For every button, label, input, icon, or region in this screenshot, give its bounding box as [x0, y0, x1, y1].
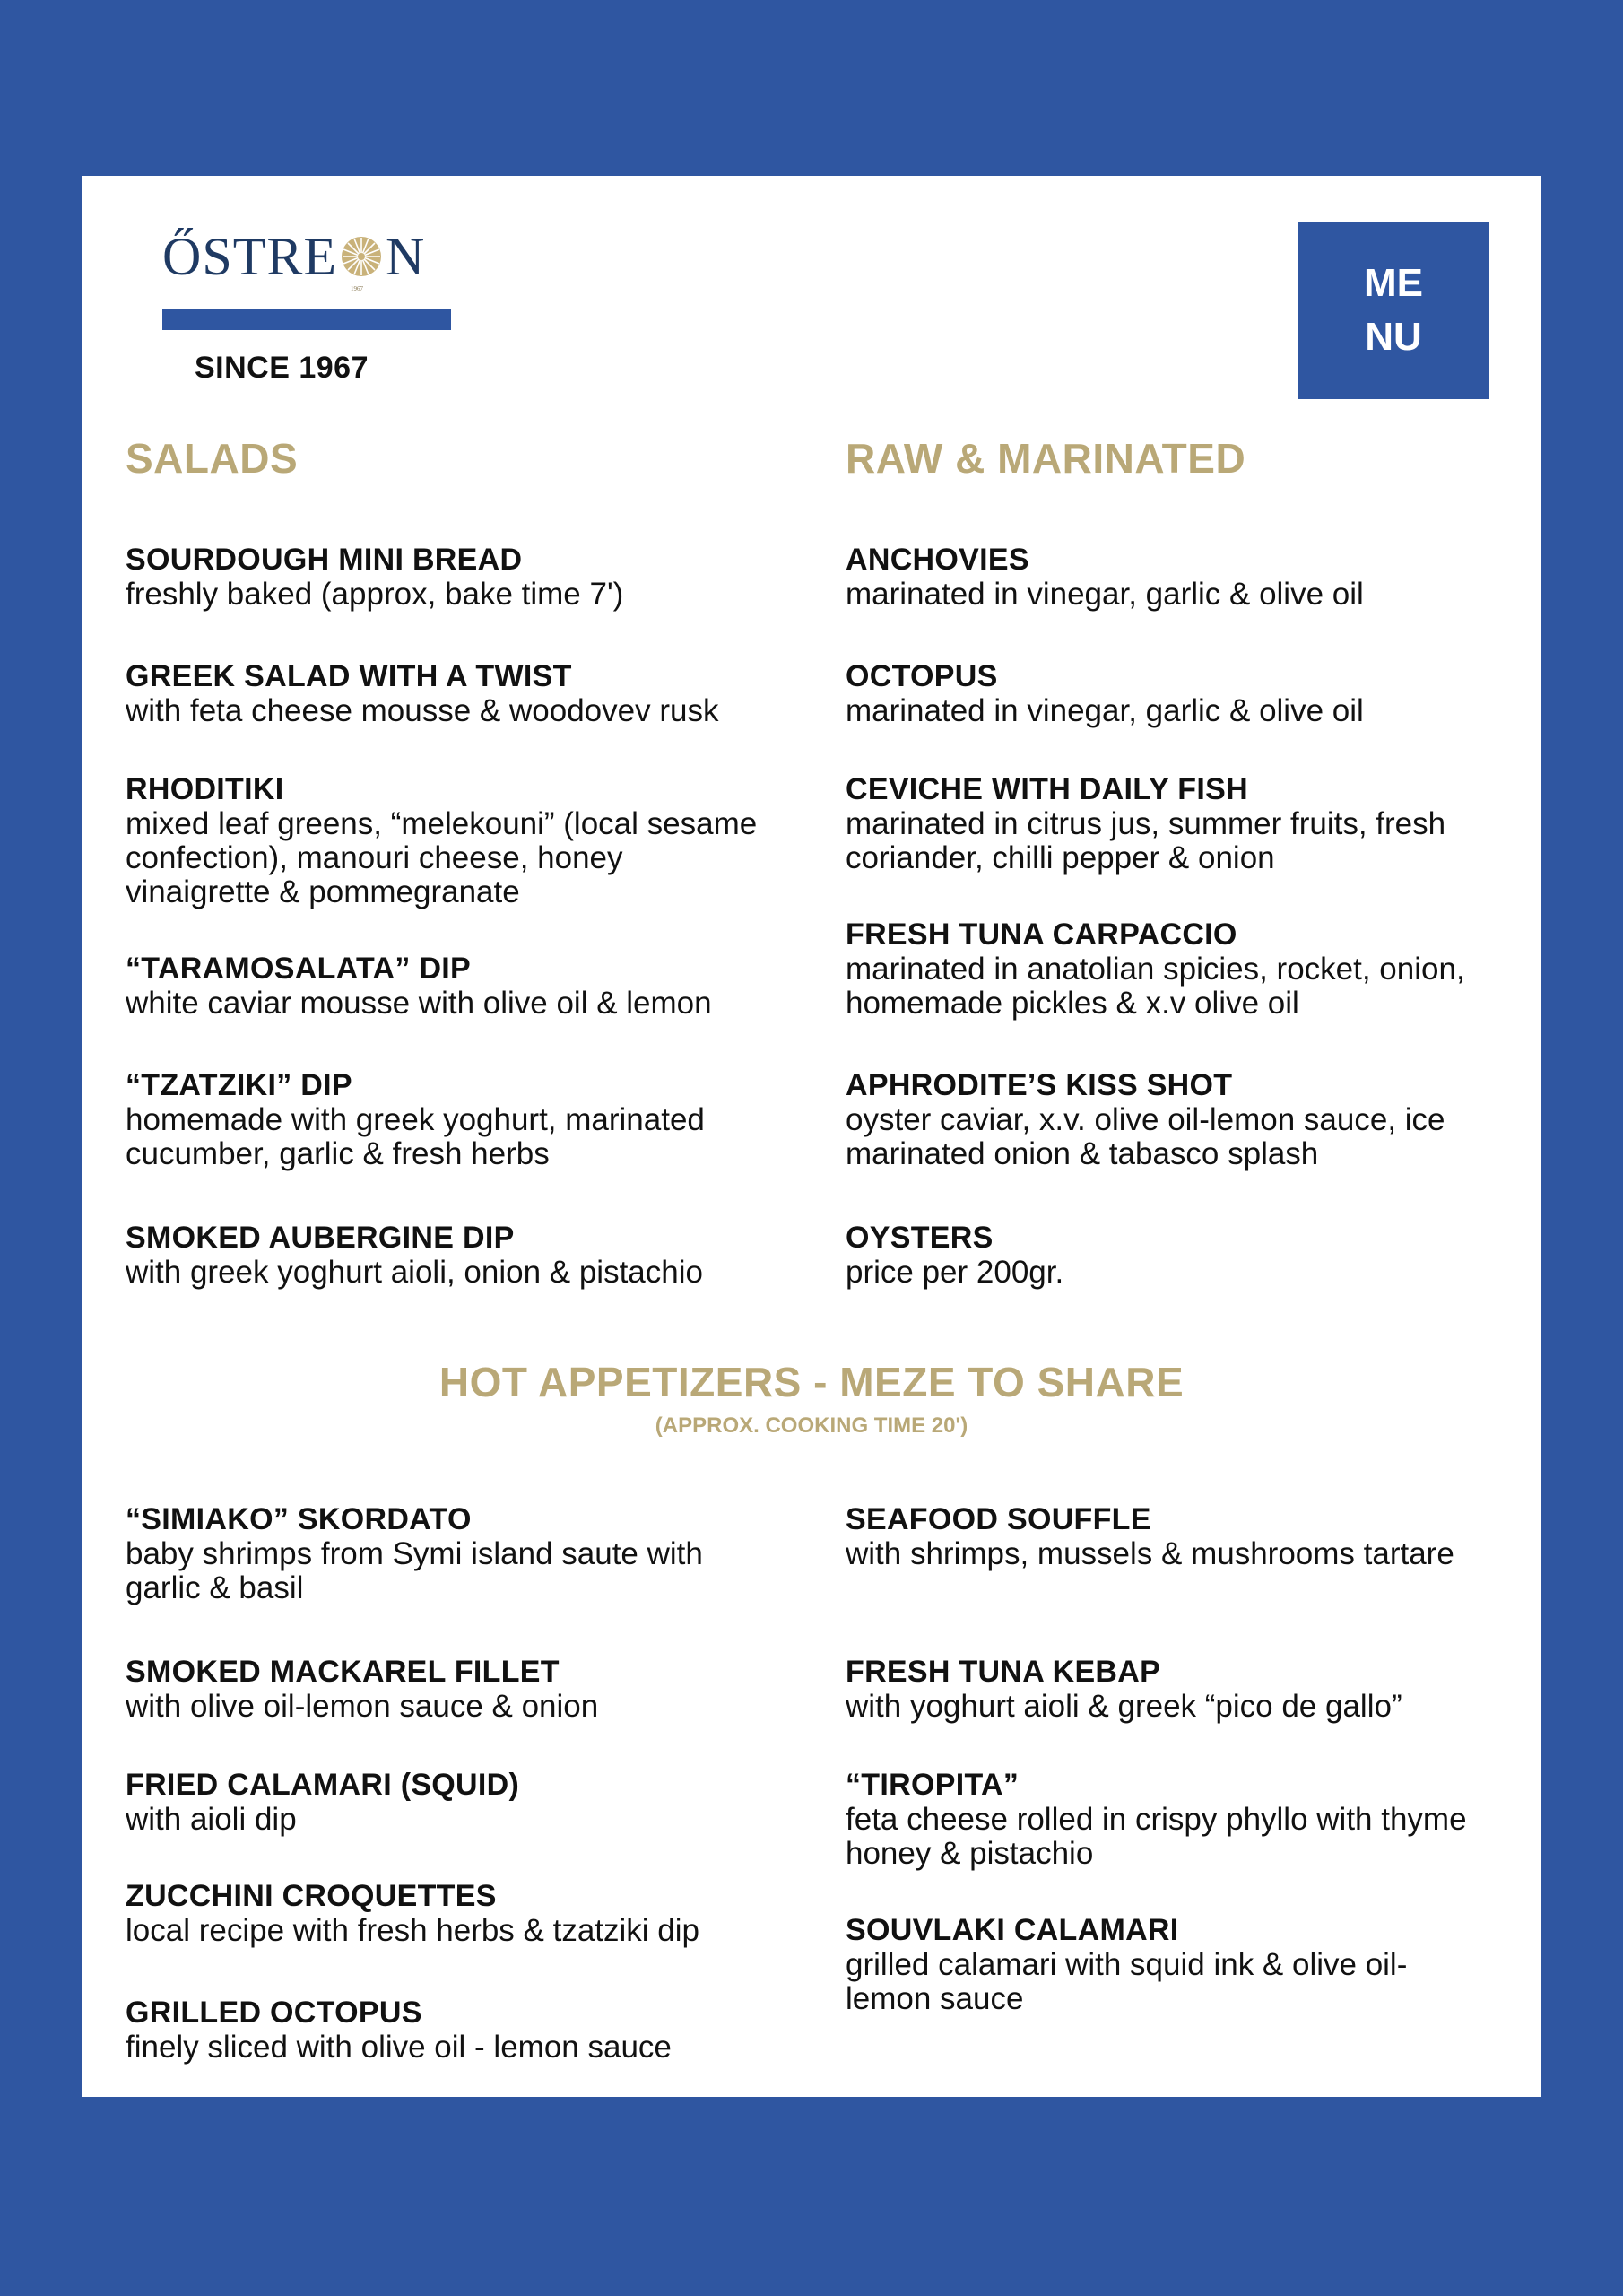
- item-description: local recipe with fresh herbs & tzatziki dip: [126, 1913, 699, 1948]
- menu-item: [126, 771, 771, 909]
- logo: [162, 227, 426, 292]
- item-name: RHODITIKI: [126, 772, 284, 806]
- item-description: baby shrimps from Symi island saute with garlic & basil: [126, 1536, 703, 1605]
- menu-item: [846, 771, 1491, 875]
- item-name: SOURDOUGH MINI BREAD: [126, 543, 523, 577]
- item-name: “TZATZIKI” DIP: [126, 1068, 352, 1102]
- menu-badge-line2: NU: [1365, 315, 1422, 359]
- item-description: feta cheese rolled in crispy phyllo with thyme honey & pistachio: [846, 1802, 1467, 1871]
- item-name: ZUCCHINI CROQUETTES: [126, 1879, 497, 1913]
- item-name: APHRODITE’S KISS SHOT: [846, 1068, 1233, 1102]
- item-description: homemade with greek yoghurt, marinated cucumber, garlic & fresh herbs: [126, 1102, 705, 1171]
- raw-marinated-title: RAW & MARINATED: [846, 435, 1246, 482]
- menu-item: [846, 1912, 1491, 2016]
- menu-item: [126, 1220, 771, 1290]
- item-description: mixed leaf greens, “melekouni” (local sesame confection), manouri cheese, honey vinaigrette & pommegranate: [126, 806, 758, 909]
- item-description: with greek yoghurt aioli, onion & pistachio: [126, 1255, 703, 1290]
- menu-page: [82, 176, 1541, 2097]
- menu-item: [846, 658, 1491, 728]
- item-description: marinated in vinegar, garlic & olive oil: [846, 577, 1364, 612]
- menu-item: [846, 1767, 1491, 1871]
- item-name: FRIED CALAMARI (SQUID): [126, 1768, 520, 1802]
- item-name: FRESH TUNA CARPACCIO: [846, 918, 1237, 952]
- item-description: with yoghurt aioli & greek “pico de gallo”: [846, 1689, 1402, 1724]
- logo-year: 1967: [351, 285, 363, 292]
- item-name: SEAFOOD SOUFFLE: [846, 1502, 1151, 1536]
- item-name: OCTOPUS: [846, 659, 998, 693]
- menu-item: [126, 1767, 771, 1837]
- item-name: GREEK SALAD WITH A TWIST: [126, 659, 572, 693]
- menu-item: [126, 1878, 771, 1948]
- oyster-shell-icon: [339, 234, 384, 279]
- menu-item: [846, 917, 1491, 1021]
- menu-item: [126, 1067, 771, 1171]
- item-description: freshly baked (approx, bake time 7'): [126, 577, 624, 612]
- menu-item: [846, 1501, 1491, 1571]
- item-name: FRESH TUNA KEBAP: [846, 1655, 1161, 1689]
- item-description: marinated in citrus jus, summer fruits, fresh coriander, chilli pepper & onion: [846, 806, 1446, 875]
- item-name: GRILLED OCTOPUS: [126, 1996, 422, 2030]
- item-description: marinated in anatolian spicies, rocket, onion, homemade pickles & x.v olive oil: [846, 952, 1465, 1021]
- item-name: CEVICHE WITH DAILY FISH: [846, 772, 1248, 806]
- menu-item: [846, 542, 1491, 612]
- item-description: with aioli dip: [126, 1802, 297, 1837]
- item-name: “SIMIAKO” SKORDATO: [126, 1502, 472, 1536]
- item-name: OYSTERS: [846, 1221, 994, 1255]
- since-label: SINCE 1967: [195, 351, 369, 385]
- menu-item: [126, 658, 771, 728]
- item-description: with olive oil-lemon sauce & onion: [126, 1689, 599, 1724]
- menu-badge-line1: ME: [1364, 261, 1423, 305]
- item-description: price per 200gr.: [846, 1255, 1064, 1290]
- menu-badge: [1298, 222, 1489, 399]
- item-description: with shrimps, mussels & mushrooms tartare: [846, 1536, 1454, 1571]
- item-name: SMOKED AUBERGINE DIP: [126, 1221, 515, 1255]
- salads-title: SALADS: [126, 435, 299, 482]
- menu-item: [126, 1654, 771, 1724]
- item-name: SOUVLAKI CALAMARI: [846, 1913, 1179, 1947]
- item-name: “TARAMOSALATA” DIP: [126, 952, 472, 986]
- item-name: ANCHOVIES: [846, 543, 1029, 577]
- item-description: white caviar mousse with olive oil & lemon: [126, 986, 712, 1021]
- menu-item: [126, 1501, 771, 1605]
- item-description: marinated in vinegar, garlic & olive oil: [846, 693, 1364, 728]
- menu-item: [846, 1220, 1491, 1290]
- item-description: with feta cheese mousse & woodovev rusk: [126, 693, 719, 728]
- menu-item: [126, 951, 771, 1021]
- menu-item: [846, 1654, 1491, 1724]
- item-name: “TIROPITA”: [846, 1768, 1020, 1802]
- item-description: oyster caviar, x.v. olive oil-lemon sauce, ice marinated onion & tabasco splash: [846, 1102, 1445, 1171]
- menu-item: [126, 1995, 771, 2065]
- logo-text-right: N: [386, 227, 426, 286]
- logo-underline-bar: [162, 309, 451, 330]
- menu-item: [126, 542, 771, 612]
- item-description: finely sliced with olive oil - lemon sauce: [126, 2030, 672, 2065]
- logo-text-left: ŐSTRE: [162, 227, 338, 286]
- item-description: grilled calamari with squid ink & olive oil-lemon sauce: [846, 1947, 1408, 2016]
- hot-appetizers-title: HOT APPETIZERS - MEZE TO SHARE: [438, 1359, 1185, 1405]
- item-name: SMOKED MACKAREL FILLET: [126, 1655, 560, 1689]
- hot-appetizers-subtitle: (APPROX. COOKING TIME 20'): [655, 1413, 968, 1438]
- menu-item: [846, 1067, 1491, 1171]
